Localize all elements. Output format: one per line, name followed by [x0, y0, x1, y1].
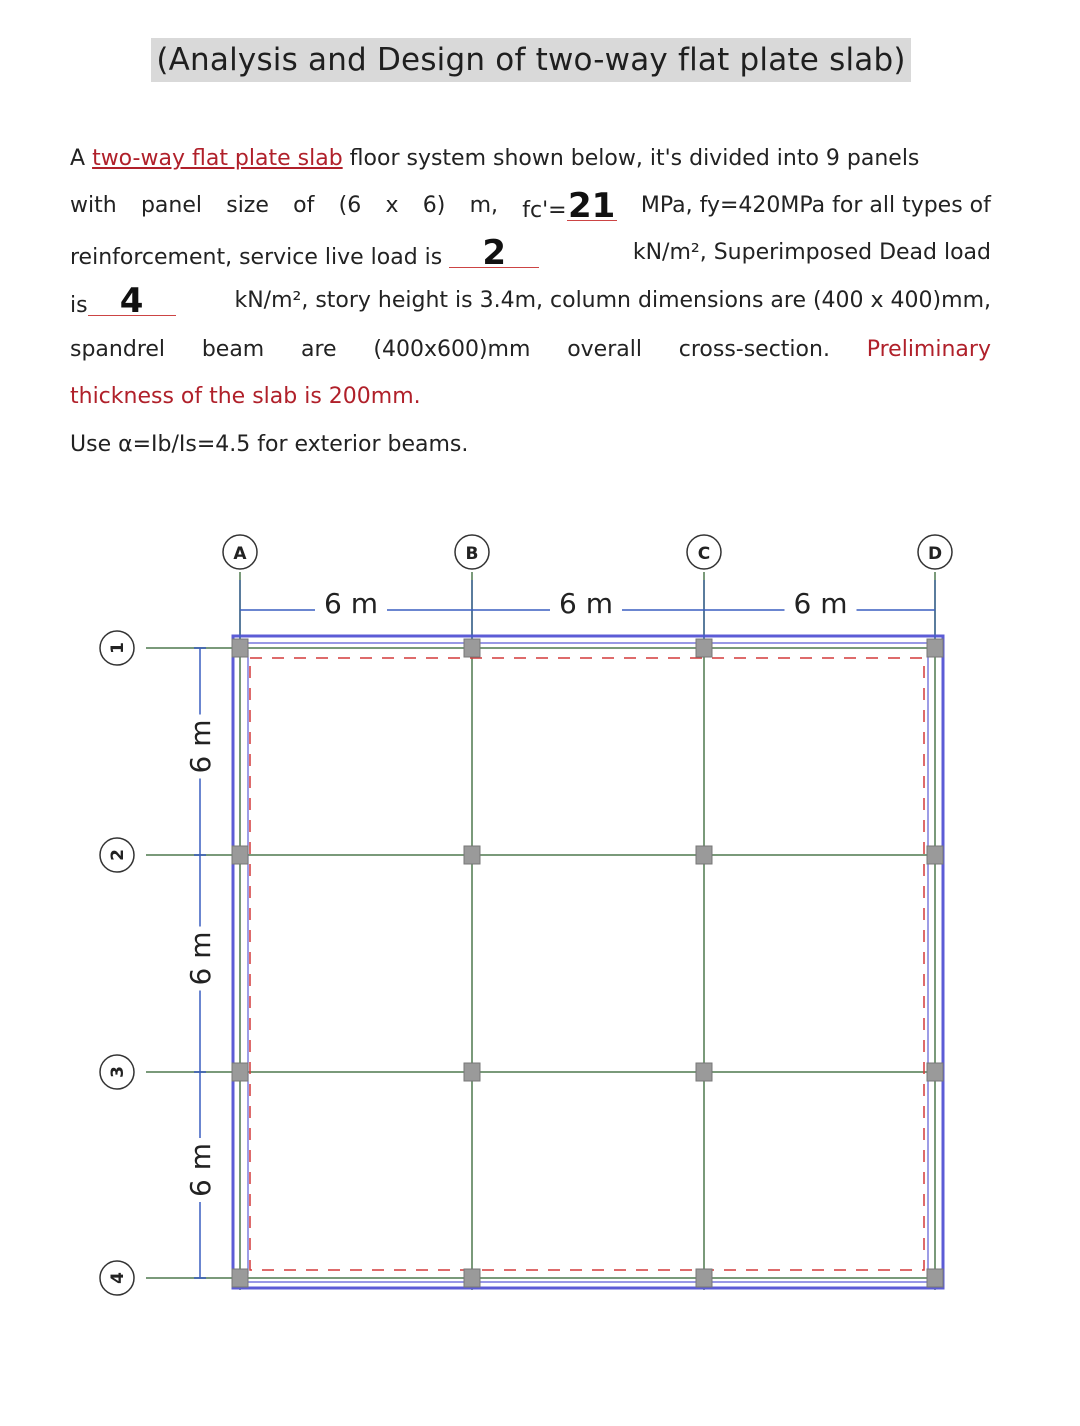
word: (6: [338, 193, 362, 218]
word: x: [385, 193, 399, 218]
word: m,: [469, 193, 499, 218]
column-c2: [696, 846, 712, 864]
grid-label-c: C: [697, 544, 711, 564]
word: are: [301, 337, 337, 362]
column-a2: [232, 846, 248, 864]
word: Preliminary: [866, 337, 991, 362]
grid-label-a: A: [233, 544, 247, 564]
word: with: [70, 193, 117, 218]
page-title: (Analysis and Design of two-way flat plate slab): [151, 38, 911, 82]
slab-edge-dashed: [250, 658, 924, 1270]
word: cross-section.: [678, 337, 830, 362]
grid-label-1: 1: [108, 642, 128, 654]
grid-label-3: 3: [108, 1066, 128, 1078]
slab-type-link[interactable]: two-way flat plate slab: [92, 146, 343, 171]
problem-line-7: Use α=Ib/Is=4.5 for exterior beams.: [70, 432, 469, 457]
text: is: [70, 293, 88, 318]
span-label-y-2: 6 m: [184, 931, 217, 986]
column-c1: [696, 639, 712, 657]
text: kN/m², Superimposed Dead load: [632, 240, 991, 265]
problem-line-6: thickness of the slab is 200mm.: [70, 384, 421, 409]
span-label-y-1: 6 m: [184, 719, 217, 774]
text: A: [70, 146, 86, 171]
column-a4: [232, 1269, 248, 1287]
text: kN/m², story height is 3.4m, column dimensions are (400 x 400)mm,: [234, 288, 991, 313]
span-label-x-2: 6 m: [559, 587, 613, 620]
span-label-y-3: 6 m: [184, 1143, 217, 1197]
column-b4: [464, 1269, 480, 1287]
word: overall: [567, 337, 642, 362]
text: reinforcement, service live load is: [70, 245, 443, 270]
fc-value: 21: [567, 186, 616, 226]
column-b3: [464, 1063, 480, 1081]
column-b1: [464, 639, 480, 657]
word: panel: [140, 193, 202, 218]
word: beam: [201, 337, 265, 362]
word: (400x600)mm: [373, 337, 531, 362]
column-d1: [927, 639, 943, 657]
column-b2: [464, 846, 480, 864]
fc-label: fc'=: [522, 198, 567, 223]
spandrel-beam-outline: [233, 636, 943, 1288]
text: floor system shown below, it's divided into 9 panels: [349, 146, 920, 171]
column-d4: [927, 1269, 943, 1287]
grid-label-b: B: [465, 544, 479, 564]
dead-load-value: 4: [88, 287, 176, 316]
grid-label-d: D: [927, 544, 943, 564]
column-c4: [696, 1269, 712, 1287]
column-a3: [232, 1063, 248, 1081]
span-label-x-3: 6 m: [793, 587, 848, 620]
grid-label-4: 4: [108, 1272, 128, 1284]
grid-label-2: 2: [108, 849, 128, 861]
text: MPa, fy=420MPa for all types of: [640, 193, 991, 218]
column-a1: [232, 639, 248, 657]
column-d3: [927, 1063, 943, 1081]
column-d2: [927, 846, 943, 864]
word: spandrel: [70, 337, 166, 362]
live-load-value: 2: [449, 239, 539, 268]
word: size: [226, 193, 269, 218]
plan-structure: [146, 572, 943, 1290]
word: of: [293, 193, 315, 218]
column-c3: [696, 1063, 712, 1081]
word: 6): [422, 193, 446, 218]
span-label-x-1: 6 m: [324, 587, 378, 620]
